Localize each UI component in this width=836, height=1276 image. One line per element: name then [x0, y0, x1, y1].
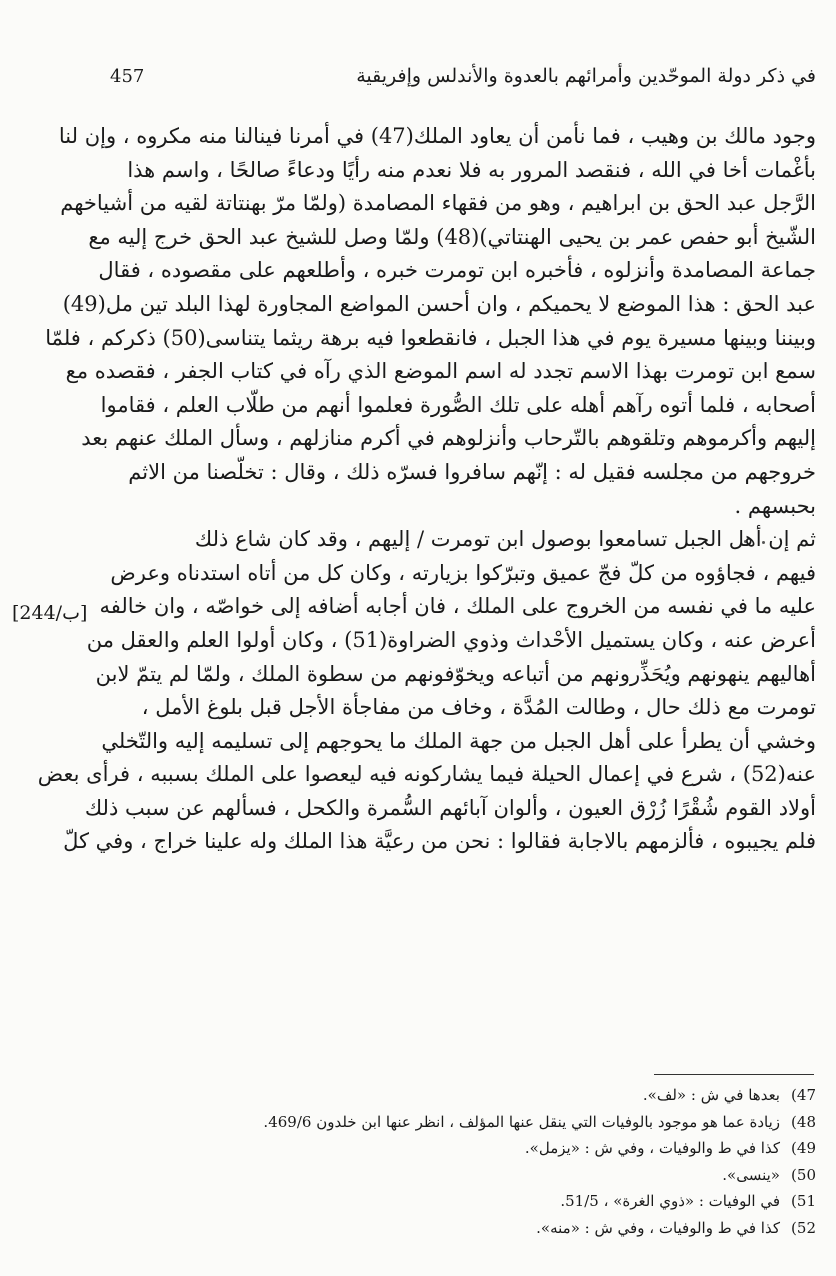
- text-line: عليه ما في نفسه من الخروج على الملك ، فان أجابه أضافه إلى خواصّه ، وان خالفه: [99, 594, 816, 619]
- footnote-item: [110, 1082, 816, 1109]
- text-line: جماعة المصامدة وأنزلوه ، فأخبره ابن تومرت خبره ، وأطلعهم على مقصوده ، فقال: [98, 258, 816, 283]
- footnote-item: [110, 1188, 816, 1215]
- footnote-number: 50): [791, 1165, 816, 1184]
- text-line: عنه(52) ، شرع في إعمال الحيلة فيما يشاركونه فيه ليعصوا على الملك بسببه ، فرأى بعض: [37, 762, 816, 787]
- text-line: وبيننا وبينها مسيرة يوم في هذا الجبل ، فانقطعوا فيه برهة ريثما يتناسى(50) ذكركم ، فلمّا: [45, 325, 816, 350]
- text-line: أصحابه ، فلما أتوه رآهم أهله على تلك الصُّورة فعلموا أنهم من طلّاب العلم ، فقاموا: [100, 392, 816, 417]
- footnote-text: بعدها في ش : «لف».: [642, 1086, 780, 1104]
- footnote-item: [110, 1109, 816, 1136]
- footnote-number: 52): [791, 1218, 816, 1237]
- text-line: عبد الحق : هذا الموضع لا يحميكم ، وان أحسن المواضع المجاورة لهذا البلد تين مل(49): [62, 291, 816, 316]
- footnote-text: كذا في ط والوفيات ، وفي ش : «منه».: [536, 1218, 780, 1237]
- footnote-item: [110, 1215, 816, 1242]
- running-title: في ذكر دولة الموحّدين وأمرائهم بالعدوة والأندلس وإفريقية: [356, 65, 816, 87]
- footnote-text: في الوفيات : «ذوي الغرة» ، 51/5.: [560, 1192, 780, 1210]
- text-line: الرَّجل عبد الحق بن ابراهيم ، وهو من فقهاء المصامدة (ولمّا مرّ بهنتاتة لقيه من أشياخهم: [60, 191, 816, 216]
- footnote-text: كذا في ط والوفيات ، وفي ش : «يزمل».: [524, 1139, 780, 1157]
- footnotes: [110, 1082, 816, 1241]
- page-header: [110, 58, 816, 94]
- footnote-number: 51): [791, 1192, 816, 1210]
- footnote-number: 49): [791, 1139, 816, 1157]
- text-line: أهاليهم ينهونهم ويُحَذِّرونهم من أتباعه ويخوّفونهم من سطوة الملك ، ولمّا لم يتمّ لابن: [95, 661, 816, 686]
- footnote-text: «ينسى».: [722, 1165, 780, 1184]
- text-line: بحبسهم .: [734, 493, 816, 518]
- footnote-separator: [654, 1074, 814, 1075]
- footnote-number: 48): [791, 1112, 816, 1131]
- text-line: تومرت مع ذلك حال ، وطالت المُدَّة ، وخاف من مفاجأة الأجل قبل بلوغ الأمل ،: [141, 695, 816, 720]
- footnote-item: [110, 1162, 816, 1189]
- text-line: إليهم وأكرموهم وتلقوهم بالتّرحاب وأنزلوهم في أكرم منازلهم ، وسأل الملك عنهم بعد: [81, 426, 816, 451]
- text-line: بأغْمات أخا في الله ، فنقصد المرور به فلا نعدم منه رأيًا ودعاءً صالحًا ، واسم هذا: [127, 157, 816, 182]
- text-line: فيهم ، فجاؤوه من كلّ فجّ عميق وتبرّكوا بزيارته ، وكان كل من أتاه استدناه وعرض: [110, 560, 816, 585]
- manuscript-folio-marker: [244/ب]: [12, 602, 88, 624]
- text-line: أعرض عنه ، وكان يستميل الأحْداث وذوي الضراوة(51) ، وكان أولوا العلم والعقل من: [86, 627, 816, 652]
- text-line: خروجهم من مجلسه فقيل له : إنّهم سافروا فسرّه ذلك ، وقال : تخلّصنا من الاثم: [128, 459, 816, 484]
- footnote-text: زيادة عما هو موجود بالوفيات التي ينقل عنها المؤلف ، انظر عنها ابن خلدون 469/6.: [263, 1112, 780, 1131]
- text-line: سمع ابن تومرت بهذا الاسم تجدد له اسم الموضع الذي رآه في كتاب الجفر ، فقصده مع: [65, 359, 816, 384]
- text-line: أولاد القوم شُقْرًا زُرْق العيون ، وألوان آبائهم السُّمرة والكحل ، فسألهم عن سبب ذلك: [84, 795, 816, 820]
- footnote-number: 47): [791, 1086, 816, 1104]
- text-line: وخشي أن يطرأ على أهل الجبل من جهة الملك ما يحوجهم إلى تسليمه إليه والتّخلي: [101, 728, 816, 753]
- text-line: وجود مالك بن وهيب ، فما نأمن أن يعاود الملك(47) في أمرنا فينالنا منه مكروه ، وإن لنا: [58, 124, 816, 148]
- footnote-item: [110, 1135, 816, 1162]
- text-line: ثم إن أهل الجبل تسامعوا بوصول ابن تومرت / إليهم ، وقد كان شاع ذلك: [194, 527, 816, 552]
- text-line: فلم يجيبوه ، فألزمهم بالاجابة فقالوا : نحن من رعيَّة هذا الملك وله علينا خراج ، وفي كلّ: [63, 829, 816, 854]
- page-number: 457: [110, 65, 145, 87]
- text-line: الشّيخ أبو حفص عمر بن يحيى الهنتاتي)(48) ولمّا وصل للشيخ عبد الحق خرج إليه مع: [88, 224, 816, 249]
